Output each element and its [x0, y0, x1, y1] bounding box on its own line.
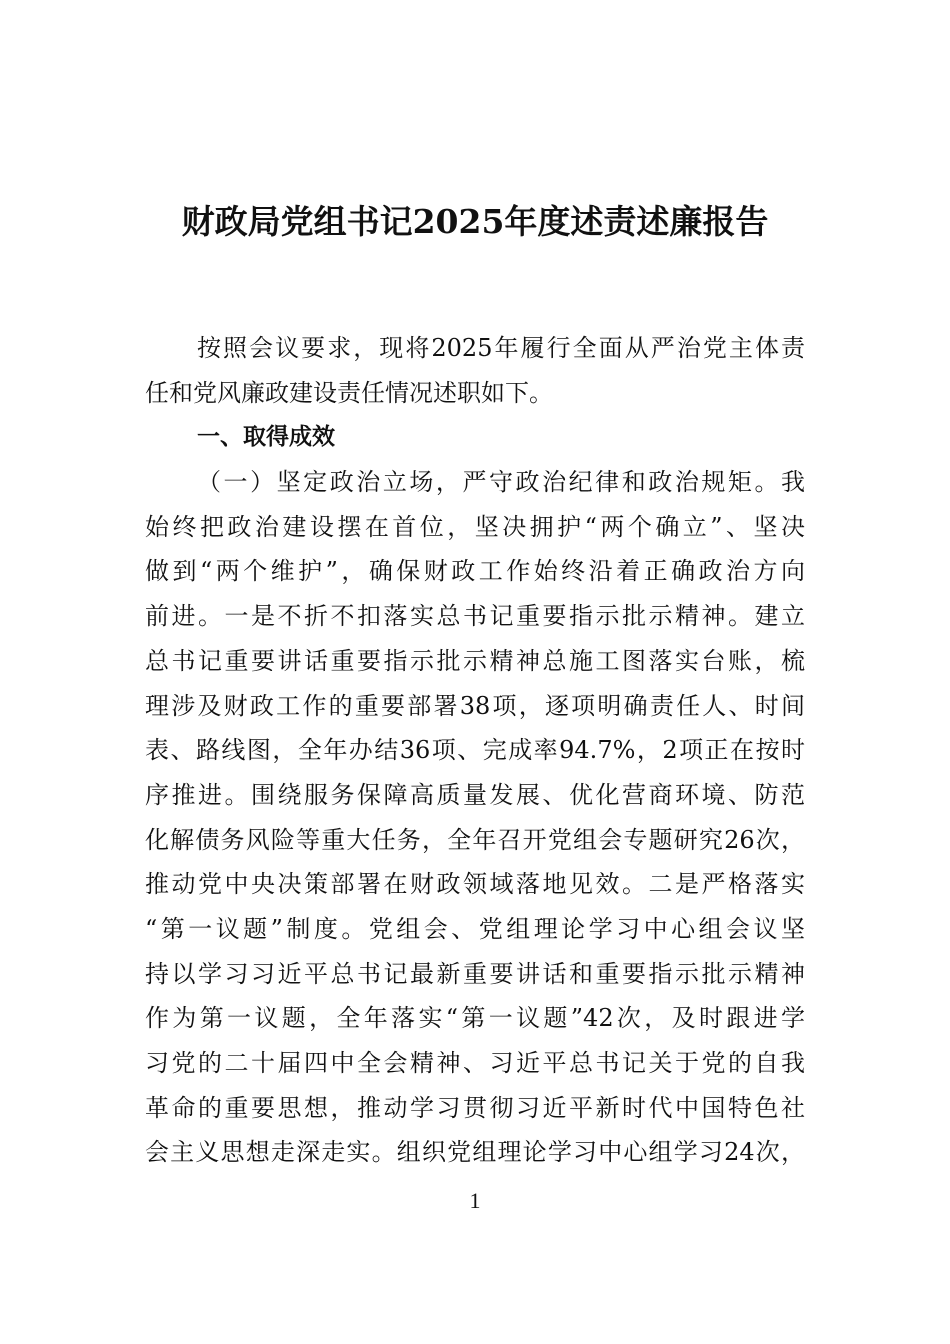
- paragraph-line: 化解债务风险等重大任务，全年召开党组会专题研究26次，: [145, 825, 805, 854]
- paragraph-line: 作为第一议题，全年落实“第一议题”42次，及时跟进学: [145, 1004, 805, 1033]
- paragraph-line: 革命的重要思想，推动学习贯彻习近平新时代中国特色社: [145, 1093, 805, 1122]
- paragraph-line: 按照会议要求，现将2025年履行全面从严治党主体责: [197, 334, 805, 362]
- paragraph-line: 表、路线图，全年办结36项、完成率94.7%，2项正在按时: [145, 736, 805, 765]
- section-heading: 一、取得成效: [197, 424, 335, 451]
- paragraph-line: 持以学习习近平总书记最新重要讲话和重要指示批示精神: [145, 959, 805, 988]
- paragraph-line: 前进。一是不折不扣落实总书记重要指示批示精神。建立: [145, 602, 805, 631]
- paragraph-line: 做到“两个维护”，确保财政工作始终沿着正确政治方向: [145, 557, 805, 586]
- paragraph-line: 序推进。围绕服务保障高质量发展、优化营商环境、防范: [145, 780, 805, 809]
- document-body: [145, 326, 805, 1175]
- paragraph-line: 任和党风廉政建设责任情况述职如下。: [145, 378, 553, 407]
- document-title: 财政局党组书记2025年度述责述廉报告: [181, 202, 769, 241]
- paragraph-line: 总书记重要讲话重要指示批示精神总施工图落实台账，梳: [145, 646, 805, 675]
- paragraph-line: 会主义思想走深走实。组织党组理论学习中心组学习24次，: [145, 1138, 805, 1167]
- paragraph-line: 推动党中央决策部署在财政领域落地见效。二是严格落实: [145, 870, 805, 899]
- paragraph-line: 理涉及财政工作的重要部署38项，逐项明确责任人、时间: [145, 691, 805, 720]
- page-number: 1: [469, 1188, 481, 1213]
- paragraph-line: （一）坚定政治立场，严守政治纪律和政治规矩。我: [197, 468, 805, 497]
- paragraph-line: 习党的二十届四中全会精神、习近平总书记关于党的自我: [145, 1049, 805, 1077]
- paragraph-line: 始终把政治建设摆在首位，坚决拥护“两个确立”、坚决: [145, 512, 805, 541]
- paragraph-line: “第一议题”制度。党组会、党组理论学习中心组会议坚: [145, 914, 805, 943]
